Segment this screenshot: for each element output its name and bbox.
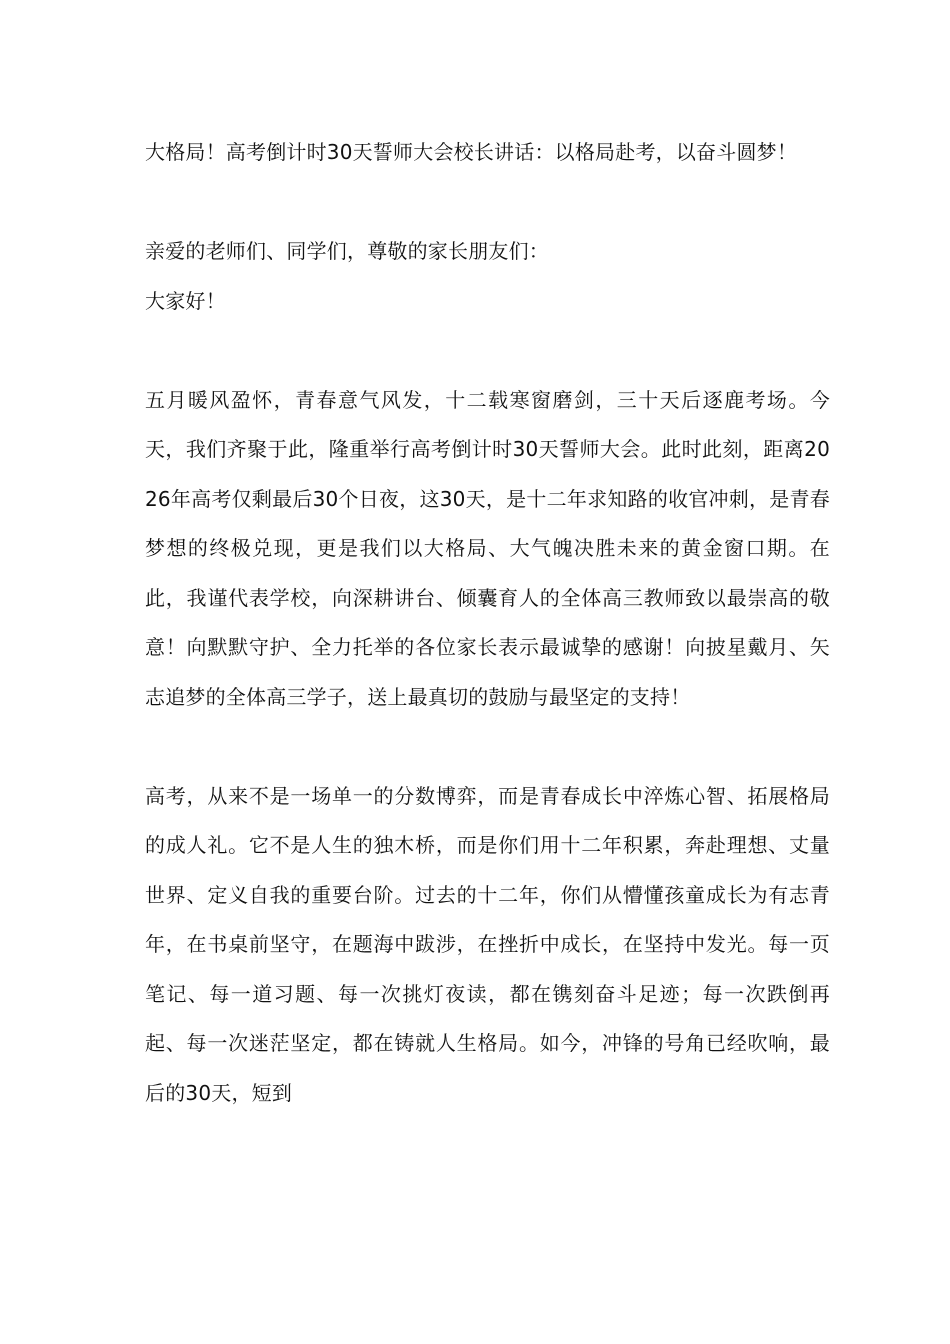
blank-line	[145, 326, 830, 376]
document-title: 大格局！高考倒计时30天誓师大会校长讲话：以格局赴考，以奋斗圆梦！	[145, 140, 798, 164]
blank-line	[145, 722, 830, 772]
greeting-line: 亲爱的老师们、同学们，尊敬的家长朋友们：	[145, 239, 549, 263]
document-body	[145, 128, 830, 1118]
hello-line: 大家好！	[145, 288, 226, 313]
paragraph-exam-meaning: 高考，从来不是一场单一的分数博弈，而是青春成长中淬炼心智、拓展格局的成人礼。它不是人生的独木桥，而是你们用十二年积累，奔赴理想、丈量世界、定义自我的重要台阶。过去的十二年，你们从懵懂孩童成长为有志青年，在书桌前坚守，在题海中跋涉，在挫折中成长，在坚持中发光。每一页笔记、每一道习题、每一次挑灯夜读，都在镌刻奋斗足迹；每一次跌倒再起、每一次迷茫坚定，都在铸就人生格局。如今，冲锋的号角已经吹响，最后的30天，短到	[145, 783, 830, 1105]
blank-line	[145, 178, 830, 228]
paragraph-opening: 五月暖风盈怀，青春意气风发，十二载寒窗磨剑，三十天后逐鹿考场。今天，我们齐聚于此，隆重举行高考倒计时30天誓师大会。此时此刻，距离2026年高考仅剩最后30个日夜，这30天，是十二年求知路的收官冲刺，是青春梦想的终极兑现，更是我们以大格局、大气魄决胜未来的黄金窗口期。在此，我谨代表学校，向深耕讲台、倾囊育人的全体高三教师致以最崇高的敬意！向默默守护、全力托举的各位家长表示最诚挚的感谢！向披星戴月、矢志追梦的全体高三学子，送上最真切的鼓励与最坚定的支持！	[145, 387, 830, 709]
